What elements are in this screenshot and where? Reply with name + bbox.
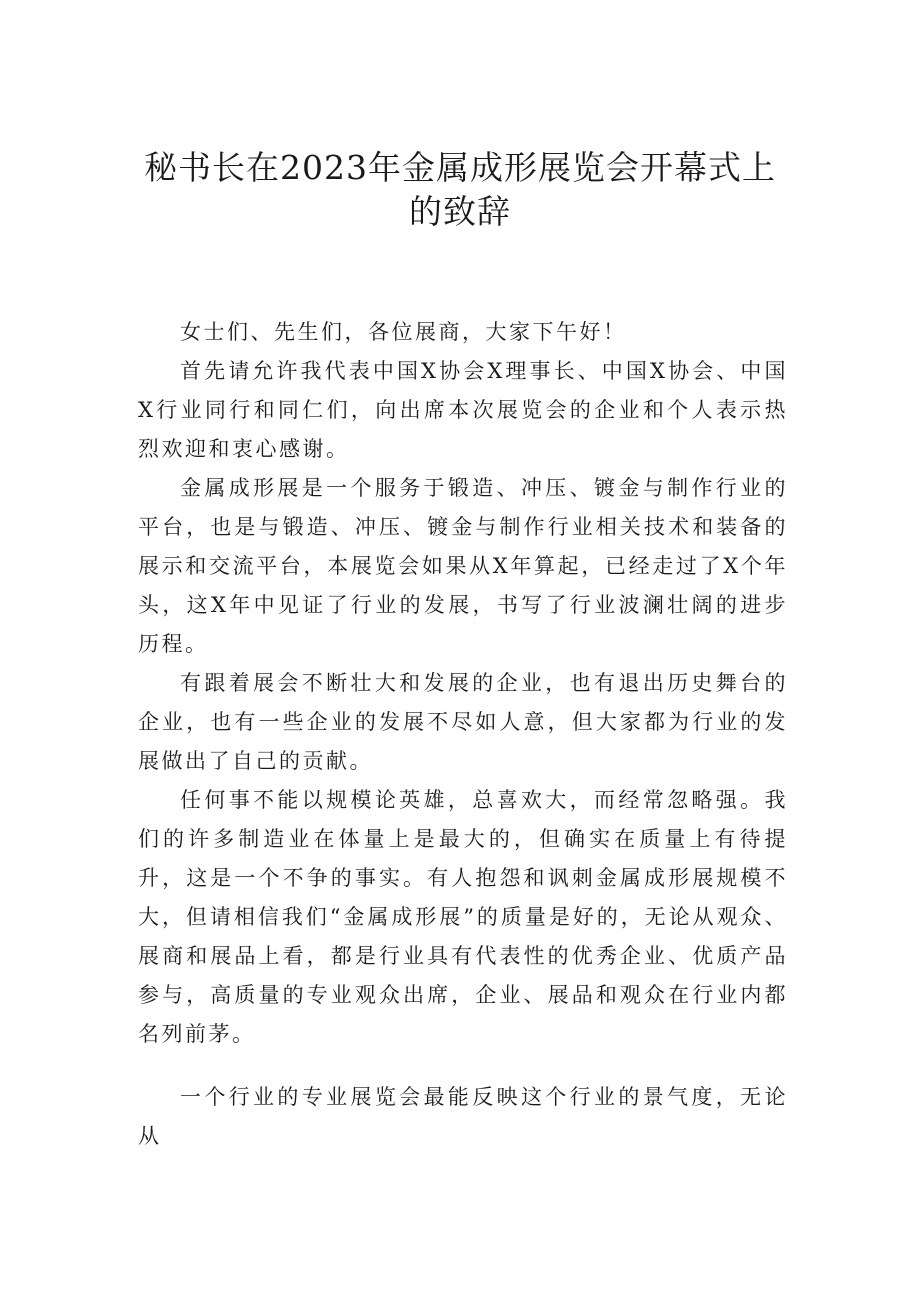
paragraph-greeting: 女士们、先生们，各位展商，大家下午好！ [180,320,627,344]
paragraph-quality: 任何事不能以规模论英雄，总喜欢大，而经常忽略强。我们的许多制造业在体量上是最大的，但确实在质量上有待提升，这是一个不争的事实。有人抱怨和讽刺金属成形展规模不大，但请相信我们“金属成形展”的质量是好的，无论从观众、展商和展品上看，都是行业具有代表性的优秀企业、优质产品参与，高质量的专业观众出席，企业、展品和观众在行业内都名列前茅。 [138,788,788,1046]
paragraph-enterprises: 有跟着展会不断壮大和发展的企业，也有退出历史舞台的企业，也有一些企业的发展不尽如人意，但大家都为行业的发展做出了自己的贡献。 [138,671,788,773]
paragraph-exhibition-intro: 金属成形展是一个服务于锻造、冲压、镀金与制作行业的平台，也是与锻造、冲压、镀金与制作行业相关技术和装备的展示和交流平台，本展览会如果从X年算起，已经走过了X个年头，这X年中见证了行业的发展，书写了行业波澜壮阔的进步历程。 [138,476,788,656]
paragraph-industry: 一个行业的专业展览会最能反映这个行业的景气度，无论从 [138,1085,788,1148]
document-body [138,313,788,1156]
paragraph-welcome: 首先请允许我代表中国X协会X理事长、中国X协会、中国X行业同行和同仁们，向出席本次展览会的企业和个人表示热烈欢迎和衷心感谢。 [138,359,788,461]
document-title-line-1: 秘书长在2023年金属成形展览会开幕式上 [144,148,776,187]
document-title-line-2: 的致辞 [409,192,511,231]
